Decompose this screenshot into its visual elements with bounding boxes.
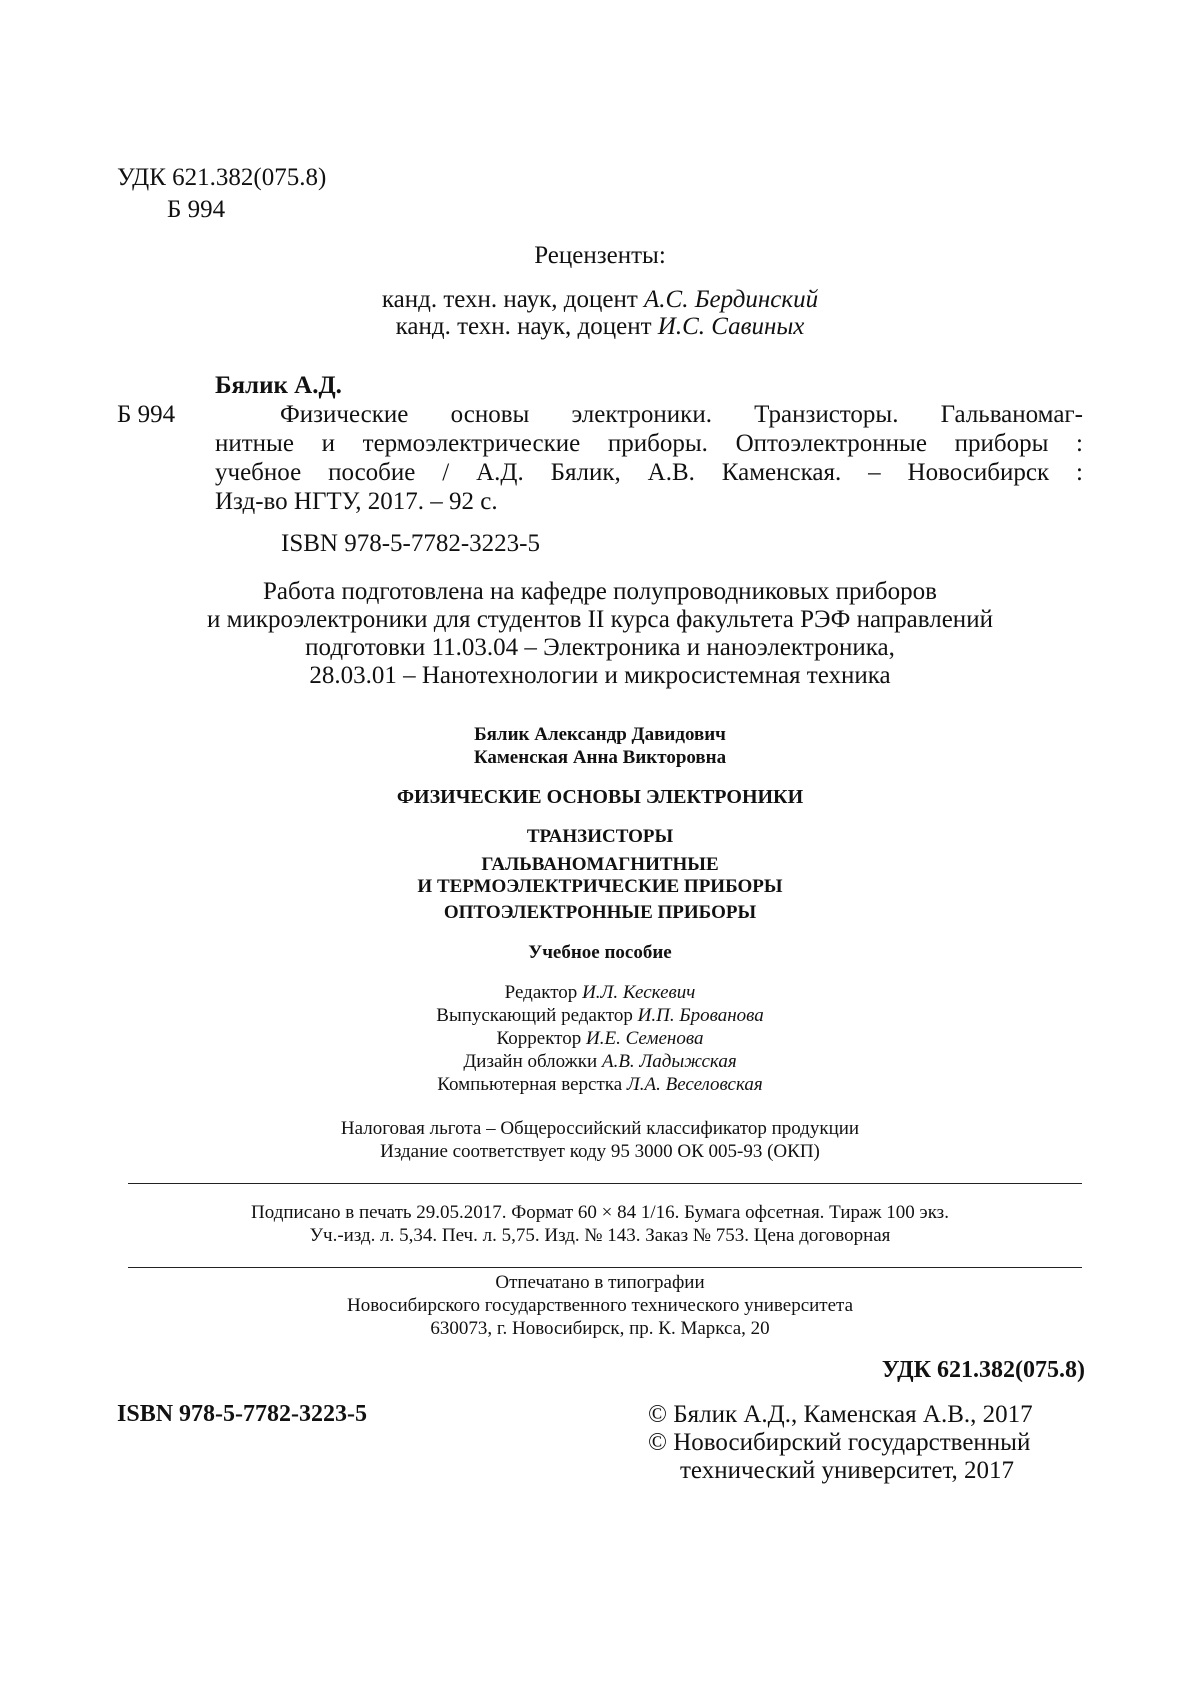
- credit-corrector: Корректор И.Е. Семенова: [496, 1028, 704, 1049]
- printed-at-line-3: 630073, г. Новосибирск, пр. К. Маркса, 20: [430, 1318, 770, 1339]
- work-note-line-2: и микроэлектроники для студентов II курса факультета РЭФ направлений: [207, 606, 993, 633]
- work-note-line-4: 28.03.01 – Нанотехнологии и микросистемная техника: [309, 662, 891, 689]
- copyright-line-2: © Новосибирский государственный: [648, 1429, 1031, 1456]
- work-note-line-1: Работа подготовлена на кафедре полупроводниковых приборов: [263, 578, 937, 605]
- credit-cover-design: Дизайн обложки А.В. Ладыжская: [463, 1051, 737, 1072]
- credit-managing-editor: Выпускающий редактор И.П. Брованова: [436, 1005, 764, 1026]
- work-note-line-3: подготовки 11.03.04 – Электроника и наноэлектроника,: [305, 634, 895, 661]
- print-info-line-1: Подписано в печать 29.05.2017. Формат 60 × 84 1/16. Бумага офсетная. Тираж 100 экз.: [251, 1202, 949, 1223]
- reviewers-heading: Рецензенты:: [534, 242, 666, 269]
- book-title: ФИЗИЧЕСКИЕ ОСНОВЫ ЭЛЕКТРОНИКИ: [396, 786, 804, 808]
- biblio-line-3: учебное пособие / А.Д. Бялик, А.В. Каменская. – Новосибирск :: [215, 459, 1083, 486]
- subtitle-1: ТРАНЗИСТОРЫ: [526, 826, 674, 847]
- tax-note-line-2: Издание соответствует коду 95 3000 ОК 005-93 (ОКП): [380, 1141, 820, 1162]
- author-full-1: Бялик Александр Давидович: [474, 724, 726, 745]
- biblio-line-2: нитные и термоэлектрические приборы. Оптоэлектронные приборы :: [215, 430, 1083, 457]
- udk-bottom: УДК 621.382(075.8): [881, 1357, 1085, 1383]
- divider-bottom: [128, 1267, 1082, 1268]
- subtitle-3: И ТЕРМОЭЛЕКТРИЧЕСКИЕ ПРИБОРЫ: [417, 876, 783, 897]
- copyright-line-1: © Бялик А.Д., Каменская А.В., 2017: [648, 1401, 1033, 1428]
- divider-top: [128, 1183, 1082, 1184]
- book-type: Учебное пособие: [528, 942, 672, 963]
- printed-at-line-1: Отпечатано в типографии: [495, 1272, 705, 1293]
- print-info-line-2: Уч.-изд. л. 5,34. Печ. л. 5,75. Изд. № 143. Заказ № 753. Цена договорная: [309, 1225, 891, 1246]
- printed-at-line-2: Новосибирского государственного технического университета: [346, 1295, 854, 1316]
- biblio-code: Б 994: [117, 401, 176, 428]
- copyright-line-3: технический университет, 2017: [680, 1457, 1015, 1484]
- reviewer-2: канд. техн. наук, доцент И.С. Савиных: [395, 313, 805, 340]
- tax-note-line-1: Налоговая льгота – Общероссийский классификатор продукции: [340, 1118, 860, 1139]
- biblio-line-1: Физические основы электроники. Транзисторы. Гальваномаг-: [280, 401, 1083, 428]
- credit-layout: Компьютерная верстка Л.А. Веселовская: [437, 1074, 763, 1095]
- udk-code: УДК 621.382(075.8): [117, 164, 327, 191]
- credit-editor: Редактор И.Л. Кескевич: [504, 982, 696, 1003]
- biblio-author: Бялик А.Д.: [215, 372, 342, 399]
- biblio-isbn: ISBN 978-5-7782-3223-5: [281, 530, 541, 557]
- isbn-bottom: ISBN 978-5-7782-3223-5: [117, 1401, 367, 1427]
- subtitle-2: ГАЛЬВАНОМАГНИТНЫЕ: [481, 854, 719, 875]
- reviewer-1: канд. техн. наук, доцент А.С. Бердинский: [381, 286, 819, 313]
- biblio-line-4: Изд-во НГТУ, 2017. – 92 с.: [215, 488, 498, 515]
- subtitle-4: ОПТОЭЛЕКТРОННЫЕ ПРИБОРЫ: [443, 902, 757, 923]
- author-full-2: Каменская Анна Викторовна: [473, 747, 727, 768]
- bbk-code: Б 994: [167, 196, 226, 223]
